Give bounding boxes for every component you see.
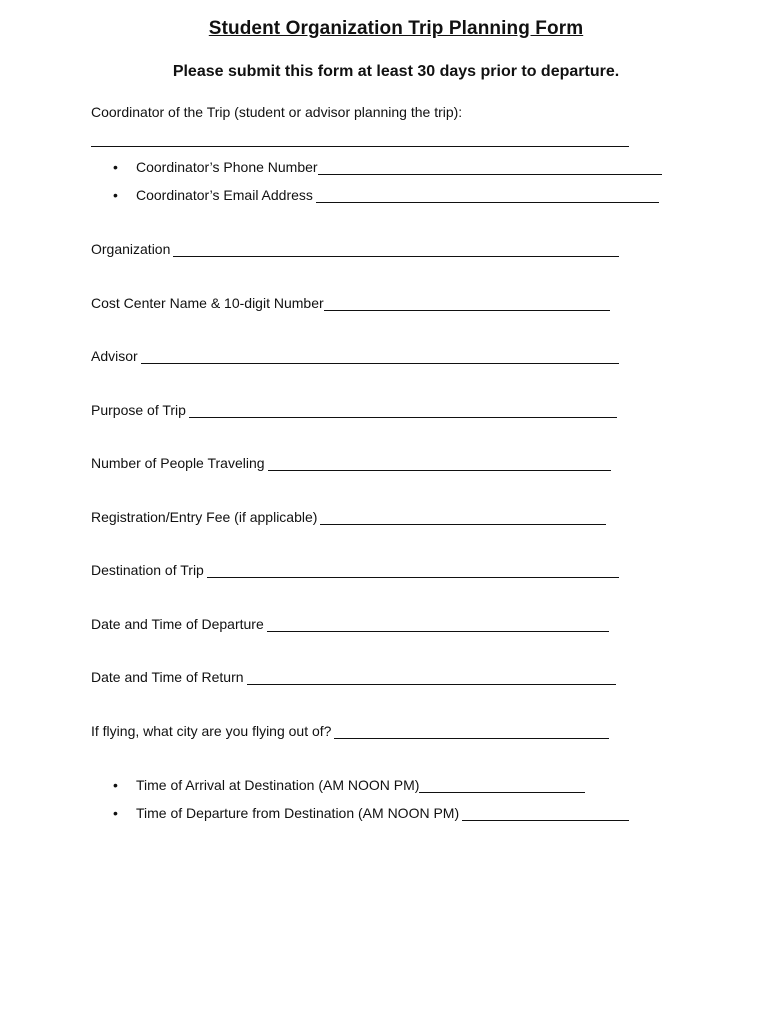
departure-label: Date and Time of Departure: [91, 616, 264, 632]
return-row: [91, 669, 616, 685]
advisor-row: [91, 348, 619, 364]
flying-city-row: [91, 723, 609, 739]
return-label: Date and Time of Return: [91, 669, 244, 685]
coordinator-label: Coordinator of the Trip (student or advisor planning the trip):: [91, 104, 463, 120]
advisor-label: Advisor: [91, 348, 138, 364]
coordinator-label-row: [91, 104, 462, 120]
flying-city-field[interactable]: [334, 726, 609, 739]
departure-row: [91, 616, 609, 632]
destination-row: [91, 562, 619, 578]
advisor-field[interactable]: [141, 351, 619, 364]
num-people-row: [91, 455, 611, 471]
arrival-time-label: Time of Arrival at Destination (AM NOON PM): [136, 777, 420, 793]
coordinator-phone-field[interactable]: [318, 162, 662, 175]
registration-fee-row: [91, 509, 606, 525]
organization-field[interactable]: [173, 244, 619, 257]
form-title: Student Organization Trip Planning Form: [208, 18, 584, 39]
bullet: •: [113, 805, 118, 821]
bullet: •: [113, 159, 118, 175]
purpose-field[interactable]: [189, 405, 617, 418]
purpose-row: [91, 402, 617, 418]
destination-field[interactable]: [207, 565, 619, 578]
departure-time-row: [136, 805, 629, 821]
coordinator-email-field[interactable]: [316, 190, 659, 203]
arrival-time-row: [136, 777, 585, 793]
departure-field[interactable]: [267, 619, 609, 632]
coordinator-email-label: Coordinator’s Email Address: [136, 187, 313, 203]
return-field[interactable]: [247, 672, 616, 685]
departure-time-label: Time of Departure from Destination (AM NOON PM): [136, 805, 460, 821]
cost-center-label: Cost Center Name & 10-digit Number: [91, 295, 324, 311]
num-people-label: Number of People Traveling: [91, 455, 265, 471]
coordinator-phone-row: [136, 159, 662, 175]
cost-center-row: [91, 295, 610, 311]
flying-city-label: If flying, what city are you flying out of?: [91, 723, 332, 739]
coordinator-email-row: [136, 187, 659, 203]
departure-time-field[interactable]: [462, 808, 629, 821]
form-subtitle: Please submit this form at least 30 days prior to departure.: [172, 63, 620, 80]
destination-label: Destination of Trip: [91, 562, 204, 578]
arrival-time-field[interactable]: [419, 780, 585, 793]
bullet: •: [113, 187, 118, 203]
num-people-field[interactable]: [268, 458, 611, 471]
registration-fee-label: Registration/Entry Fee (if applicable): [91, 509, 318, 525]
coordinator-phone-label: Coordinator’s Phone Number: [136, 159, 318, 175]
purpose-label: Purpose of Trip: [91, 402, 186, 418]
bullet: •: [113, 777, 118, 793]
coordinator-name-field[interactable]: [91, 146, 629, 147]
cost-center-field[interactable]: [324, 298, 610, 311]
organization-label: Organization: [91, 241, 171, 257]
organization-row: [91, 241, 619, 257]
registration-fee-field[interactable]: [320, 512, 606, 525]
